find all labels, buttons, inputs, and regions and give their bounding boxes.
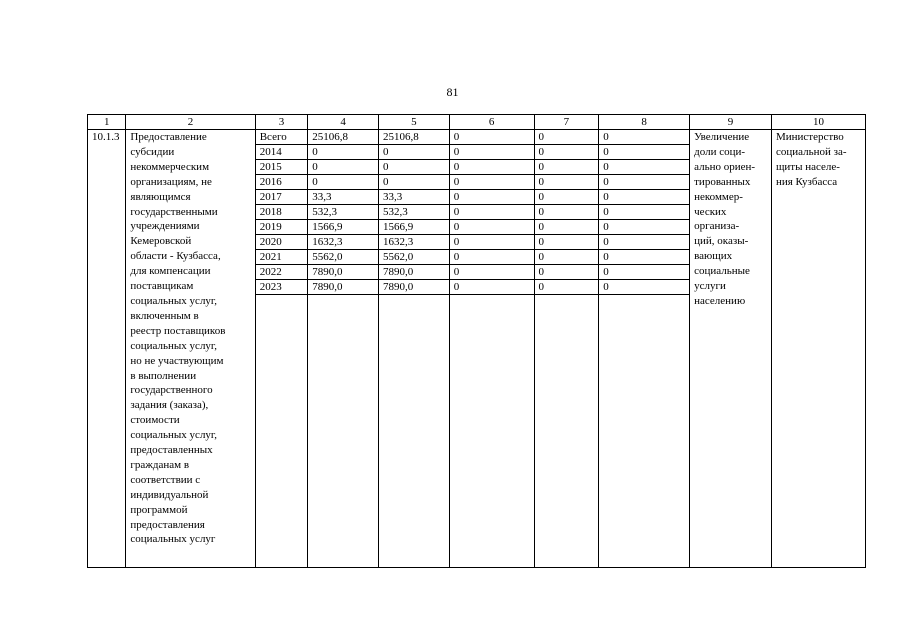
description-line: задания (заказа), — [130, 399, 209, 412]
value-cell: 7890,0 — [308, 280, 379, 295]
event-description — [126, 130, 255, 568]
column-header: 7 — [534, 115, 599, 130]
description-line: некоммерческим — [130, 160, 210, 173]
value-cell: 0 — [534, 175, 599, 190]
description-line: гражданам в — [130, 458, 190, 471]
responsible-line: щиты населе- — [775, 160, 840, 173]
column-header: 3 — [255, 115, 308, 130]
target-indicator — [690, 130, 772, 568]
value-cell: 0 — [599, 265, 690, 280]
empty-cell — [599, 295, 690, 568]
value-cell: 0 — [449, 130, 534, 145]
empty-cell — [378, 295, 449, 568]
year-cell: Всего — [255, 130, 308, 145]
indicator-line: тированных — [694, 175, 751, 188]
value-cell: 25106,8 — [378, 130, 449, 145]
description-line: социальных услуг — [130, 533, 216, 546]
value-cell: 0 — [449, 280, 534, 295]
description-line: для компенсации — [130, 265, 211, 278]
description-line: социальных услуг, — [130, 429, 217, 442]
indicator-line: организа- — [694, 220, 740, 233]
value-cell: 532,3 — [308, 205, 379, 220]
description-line: государственными — [130, 205, 218, 218]
value-cell: 0 — [534, 205, 599, 220]
description-line: реестр поставщиков — [130, 324, 226, 337]
value-cell: 0 — [449, 265, 534, 280]
value-cell: 0 — [599, 205, 690, 220]
description-line: стоимости — [130, 414, 180, 427]
column-header: 9 — [690, 115, 772, 130]
value-cell: 0 — [534, 145, 599, 160]
indicator-line: некоммер- — [694, 190, 743, 203]
value-cell: 7890,0 — [308, 265, 379, 280]
value-cell: 0 — [534, 130, 599, 145]
indicator-line: Увеличение — [694, 131, 750, 143]
value-cell: 0 — [378, 160, 449, 175]
header-row — [88, 115, 866, 130]
indicator-line: ческих — [694, 205, 727, 218]
description-line: предоставления — [130, 518, 205, 531]
year-cell: 2015 — [255, 160, 308, 175]
value-cell: 0 — [449, 175, 534, 190]
indicator-line: доли соци- — [694, 145, 746, 158]
value-cell: 0 — [534, 250, 599, 265]
indicator-line: населению — [694, 294, 746, 307]
value-cell: 0 — [599, 175, 690, 190]
column-header: 4 — [308, 115, 379, 130]
description-line: поставщикам — [130, 280, 194, 293]
value-cell: 1632,3 — [308, 235, 379, 250]
column-header: 8 — [599, 115, 690, 130]
description-line: но не участвующим — [130, 354, 224, 367]
value-cell: 0 — [534, 235, 599, 250]
description-line: учреждениями — [130, 220, 200, 233]
year-cell: 2017 — [255, 190, 308, 205]
indicator-line: услуги — [694, 280, 726, 293]
value-cell: 5562,0 — [308, 250, 379, 265]
empty-cell — [308, 295, 379, 568]
year-cell: 2023 — [255, 280, 308, 295]
description-line: в выполнении — [130, 369, 197, 382]
year-cell: 2019 — [255, 220, 308, 235]
value-cell: 0 — [534, 220, 599, 235]
value-cell: 0 — [599, 280, 690, 295]
value-cell: 0 — [534, 190, 599, 205]
value-cell: 7890,0 — [378, 280, 449, 295]
page-number: 81 — [446, 85, 459, 99]
responsible-executor — [771, 130, 865, 568]
column-header: 2 — [126, 115, 255, 130]
table-body — [88, 130, 866, 568]
empty-cell — [255, 295, 308, 568]
value-cell: 0 — [534, 265, 599, 280]
value-cell: 0 — [599, 190, 690, 205]
description-line: социальных услуг, — [130, 339, 217, 352]
value-cell: 0 — [599, 250, 690, 265]
description-line: социальных услуг, — [130, 294, 217, 307]
table-row — [88, 130, 866, 145]
indicator-line: социальные — [694, 265, 750, 278]
value-cell: 0 — [534, 160, 599, 175]
value-cell: 33,3 — [308, 190, 379, 205]
responsible-line: ния Кузбасса — [775, 175, 838, 188]
value-cell: 0 — [308, 160, 379, 175]
indicator-line: вающих — [694, 250, 733, 263]
year-cell: 2018 — [255, 205, 308, 220]
indicator-line: ций, оказы- — [694, 235, 749, 248]
column-header: 1 — [88, 115, 126, 130]
year-cell: 2014 — [255, 145, 308, 160]
description-line: являющимся — [130, 190, 191, 203]
year-cell: 2021 — [255, 250, 308, 265]
value-cell: 25106,8 — [308, 130, 379, 145]
event-code: 10.1.3 — [88, 130, 126, 568]
description-line: соответствии с — [130, 473, 201, 486]
empty-cell — [449, 295, 534, 568]
value-cell: 0 — [449, 220, 534, 235]
value-cell: 0 — [308, 175, 379, 190]
value-cell: 0 — [599, 130, 690, 145]
responsible-line: социальной за- — [775, 145, 847, 158]
value-cell: 0 — [449, 235, 534, 250]
year-cell: 2020 — [255, 235, 308, 250]
value-cell: 0 — [449, 250, 534, 265]
year-cell: 2022 — [255, 265, 308, 280]
value-cell: 0 — [449, 145, 534, 160]
value-cell: 0 — [449, 190, 534, 205]
description-line: индивидуальной — [130, 488, 209, 501]
description-line: субсидии — [130, 145, 175, 158]
description-line: программой — [130, 503, 188, 516]
indicator-line: ально ориен- — [694, 160, 756, 173]
value-cell: 0 — [308, 145, 379, 160]
description-line: области - Кузбасса, — [130, 250, 221, 263]
value-cell: 1566,9 — [308, 220, 379, 235]
empty-cell — [534, 295, 599, 568]
value-cell: 7890,0 — [378, 265, 449, 280]
description-line: государственного — [130, 384, 213, 397]
value-cell: 532,3 — [378, 205, 449, 220]
value-cell: 0 — [378, 175, 449, 190]
description-line: организациям, не — [130, 175, 212, 188]
value-cell: 5562,0 — [378, 250, 449, 265]
value-cell: 0 — [599, 160, 690, 175]
description-line: предоставленных — [130, 444, 213, 457]
value-cell: 0 — [599, 145, 690, 160]
value-cell: 1566,9 — [378, 220, 449, 235]
column-header: 10 — [771, 115, 865, 130]
value-cell: 0 — [599, 220, 690, 235]
value-cell: 0 — [378, 145, 449, 160]
description-line: Предоставление — [130, 131, 207, 143]
description-line: Кемеровской — [130, 235, 192, 248]
column-header: 5 — [378, 115, 449, 130]
value-cell: 0 — [449, 160, 534, 175]
responsible-line: Министерство — [775, 131, 844, 143]
value-cell: 1632,3 — [378, 235, 449, 250]
year-cell: 2016 — [255, 175, 308, 190]
description-line: включенным в — [130, 309, 199, 322]
program-table — [87, 114, 866, 568]
column-header: 6 — [449, 115, 534, 130]
value-cell: 0 — [534, 280, 599, 295]
value-cell: 0 — [599, 235, 690, 250]
value-cell: 33,3 — [378, 190, 449, 205]
value-cell: 0 — [449, 205, 534, 220]
